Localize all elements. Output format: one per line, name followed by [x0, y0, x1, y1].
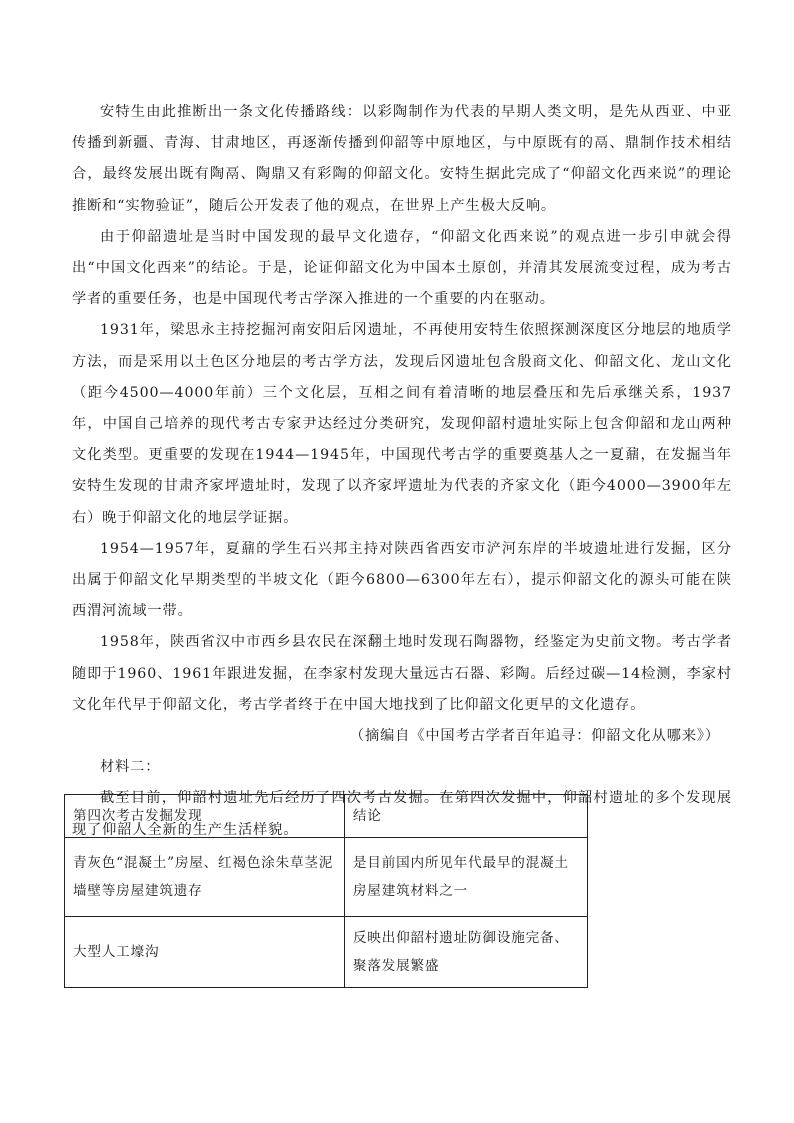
table-header-row — [65, 795, 588, 838]
paragraph-4: 1954—1957年，夏鼐的学生石兴邦主持对陕西省西安市浐河东岸的半坡遗址进行发掘，区分出属于仰韶文化早期类型的半坡文化（距今6800—6300年左右），提示仰韶文化的源头可能在陕西渭河流域一带。 — [72, 540, 732, 620]
paragraph-3: 1931年，梁思永主持挖掘河南安阳后冈遗址，不再使用安特生依照探测深度区分地层的地质学方法，而是采用以土色区分地层的考古学方法，发现后冈遗址包含殷商文化、仰韶文化、龙山文化（距今4500—4000年前）三个文化层，互相之间有着清晰的地层叠压和先后承继关系，1937年，中国自己培养的现代考古专家尹达经过分类研究，发现仰韶村遗址实际上包含仰韶和龙山两种文化类型。更重要的发现在1944—1945年，中国现代考古学的重要奠基人之一夏鼐，在发掘当年安特生发现的甘肃齐家坪遗址时，发现了以齐家坪遗址为代表的齐家文化（距今4000—3900年左右）晚于仰韶文化的地层学证据。 — [72, 322, 732, 526]
table-cell: 反映出仰韶村遗址防御设施完备、聚落发展繁盛 — [344, 917, 587, 988]
table-cell: 是目前国内所见年代最早的混凝土房屋建筑材料之一 — [344, 838, 587, 917]
material-label: 材料二： — [100, 759, 161, 776]
source-citation: （摘编自《中国考古学者百年追寻：仰韶文化从哪来》） — [349, 728, 720, 745]
table-header-cell: 结论 — [344, 795, 587, 838]
table-row — [65, 838, 588, 917]
table-row — [65, 917, 588, 988]
paragraph-2: 由于仰韶遗址是当时中国发现的最早文化遗存，“仰韶文化西来说”的观点进一步引申就会得出“中国文化西来”的结论。于是，论证仰韶文化为中国本土原创，并清其发展流变过程，成为考古学者的重要任务，也是中国现代考古学深入推进的一个重要的内在驱动。 — [72, 228, 732, 308]
findings-table — [64, 794, 588, 988]
article-body — [72, 97, 732, 846]
paragraph-1: 安特生由此推断出一条文化传播路线：以彩陶制作为代表的早期人类文明，是先从西亚、中亚传播到新疆、青海、甘肃地区，再逐渐传播到仰韶等中原地区，与中原既有的鬲、鼎制作技术相结合，最终发展出既有陶鬲、陶鼎又有彩陶的仰韶文化。安特生据此完成了“仰韶文化西来说”的理论推断和“实物验证”，随后公开发表了他的观点，在世界上产生极大反响。 — [72, 104, 732, 214]
table-header-cell: 第四次考古发掘发现 — [65, 795, 345, 838]
table-cell: 大型人工壕沟 — [65, 917, 345, 988]
table-cell: 青灰色“混凝土”房屋、红褐色涂朱草茎泥墙壁等房屋建筑遗存 — [65, 838, 345, 917]
material-intro: 截至目前，仰韶村遗址先后经历了四次考古发掘。在第四次发掘中，仰韶村遗址的多个发现展现了仰韶人全新的生产生活样貌。 — [72, 790, 732, 838]
paragraph-5: 1958年，陕西省汉中市西乡县农民在深翻土地时发现石陶器物，经鉴定为史前文物。考古学者随即于1960、1961年跟进发掘，在李家村发现大量远古石器、彩陶。后经过碳—14检测，李家村文化年代早于仰韶文化，考古学者终于在中国大地找到了比仰韶文化更早的文化遗存。 — [72, 634, 732, 713]
